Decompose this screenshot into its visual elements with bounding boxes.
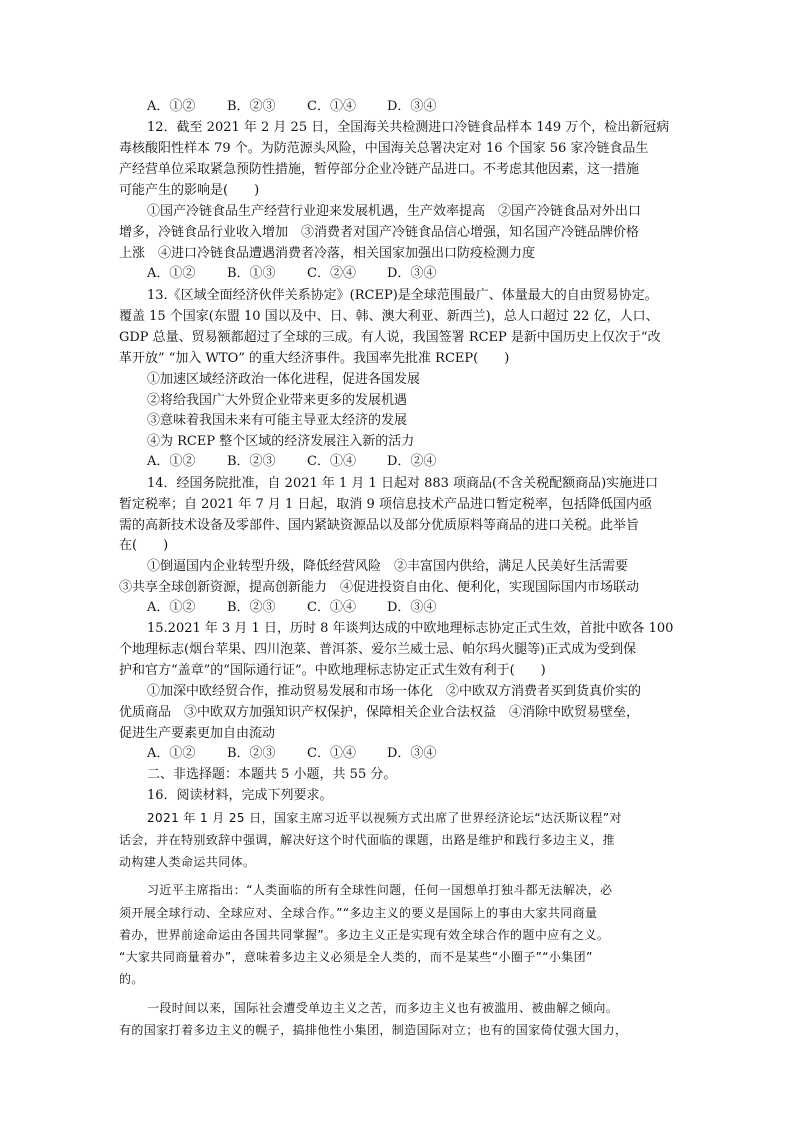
q15-option-c[interactable]: C．①④ bbox=[307, 746, 356, 761]
q14-choice-line: ①倒逼国内企业转型升级，降低经营风险 ②丰富国内供给，满足人民美好生活需要 bbox=[147, 559, 629, 574]
q15-stem-line: 15.2021 年 3 月 1 日，历时 8 年谈判达成的中欧地理标志协定正式生效，首批中欧各 100 bbox=[147, 621, 674, 636]
material-line: 的。 bbox=[119, 972, 144, 986]
q12-stem-line: 毒核酸阳性样本 79 个。为防范源头风险，中国海关总署决定对 16 个国家 56 家冷链食品生 bbox=[119, 141, 649, 156]
q12-stem-line: 12．截至 2021 年 2 月 25 日，全国海关共检测进口冷链食品样本 149 万个，检出新冠病 bbox=[147, 120, 670, 135]
q14-stem-line: 在( ) bbox=[119, 538, 169, 553]
q14-option-b[interactable]: B．②③ bbox=[227, 600, 276, 615]
material-line: “大家共同商量着办”，意味着多边主义必须是全人类的，而不是某些“小圈子”“小集团” bbox=[119, 950, 593, 964]
q13-choice-line: ③意味着我国未来有可能主导亚太经济的发展 bbox=[147, 413, 408, 428]
q12-choice-line: ①国产冷链食品生产经营行业迎来发展机遇，生产效率提高 ②国产冷链食品对外出口 bbox=[147, 204, 642, 219]
q15-option-b[interactable]: B．②③ bbox=[227, 746, 276, 761]
q12-stem-line: 可能产生的影响是( ) bbox=[119, 183, 260, 198]
q15-options bbox=[147, 744, 707, 764]
q13-option-b[interactable]: B．②③ bbox=[227, 454, 276, 469]
material-line: 动构建人类命运共同体。 bbox=[119, 855, 256, 869]
q15-option-a[interactable]: A．①② bbox=[147, 746, 196, 761]
section-heading: 二、非选择题：本题共 5 小题，共 55 分。 bbox=[147, 767, 397, 782]
q13-choice-line: ①加速区域经济政治一体化进程，促进各国发展 bbox=[147, 372, 421, 387]
q14-stem-line: 暂定税率；自 2021 年 7 月 1 日起，取消 9 项信息技术产品进口暂定税率，包括降低国内亟 bbox=[119, 497, 652, 512]
q15-option-d[interactable]: D．③④ bbox=[387, 746, 437, 761]
q13-option-a[interactable]: A．①② bbox=[147, 454, 196, 469]
q13-stem-line: 覆盖 15 个国家(东盟 10 国以及中、日、韩、澳大利亚、新西兰)，总人口超过 22 亿，人口、 bbox=[119, 309, 659, 324]
q14-option-d[interactable]: D．③④ bbox=[387, 600, 437, 615]
q12-stem-line: 产经营单位采取紧急预防性措施，暂停部分企业冷链产品进口。不考虑其他因素，这一措施 bbox=[119, 162, 640, 177]
q12-option-a[interactable]: A．①② bbox=[147, 266, 196, 281]
material-line: 2021 年 1 月 25 日，国家主席习近平以视频方式出席了世界经济论坛“达沃斯议程”对 bbox=[147, 811, 622, 825]
material-line: 有的国家打着多边主义的幌子，搞排他性小集团，制造国际对立；也有的国家倚仗强大国力， bbox=[119, 1023, 628, 1037]
q13-choice-line: ②将给我国广大外贸企业带来更多的发展机遇 bbox=[147, 393, 408, 408]
q13-stem-line: GDP 总量、贸易额都超过了全球的三成。有人说，我国签署 RCEP 是新中国历史上仅次于“改 bbox=[119, 330, 661, 345]
material-line: 一段时间以来，国际社会遭受单边主义之苦，而多边主义也有被滥用、被曲解之倾向。 bbox=[147, 1001, 619, 1015]
q14-option-a[interactable]: A．①② bbox=[147, 600, 196, 615]
q13-choice-line: ④为 RCEP 整个区域的经济发展注入新的活力 bbox=[147, 434, 415, 449]
q14-stem-line: 需的高新技术设备及零部件、国内紧缺资源品以及部分优质原料等商品的进口关税。此举旨 bbox=[119, 518, 640, 533]
q14-option-c[interactable]: C．①④ bbox=[307, 600, 356, 615]
q14-options bbox=[147, 598, 707, 618]
q13-option-c[interactable]: C．①④ bbox=[307, 454, 356, 469]
material-line: 习近平主席指出：“人类面临的所有全球性问题，任何一国想单打独斗都无法解决，必 bbox=[147, 883, 613, 897]
q11-option-d[interactable]: D．③④ bbox=[387, 99, 437, 114]
q12-option-c[interactable]: C．②④ bbox=[307, 266, 356, 281]
q15-choice-line: ①加深中欧经贸合作，推动贸易发展和市场一体化 ②中欧双方消费者买到货真价实的 bbox=[147, 684, 642, 699]
material-line: 着办，世界前途命运由各国共同掌握”。多边主义正是实现有效全球合作的题中应有之义。 bbox=[119, 928, 610, 942]
q12-option-d[interactable]: D．③④ bbox=[387, 266, 437, 281]
material-line: 须开展全球行动、全球应对、全球合作。”“多边主义的要义是国际上的事由大家共同商量 bbox=[119, 906, 598, 920]
q12-choice-line: 上涨 ④进口冷链食品遭遇消费者冷落，相关国家加强出口防疫检测力度 bbox=[119, 246, 536, 261]
q12-options bbox=[147, 264, 707, 284]
q11-option-c[interactable]: C．①④ bbox=[307, 99, 356, 114]
q15-stem-line: 个地理标志(烟台苹果、四川泡菜、普洱茶、爱尔兰威士忌、帕尔玛火腿等)正式成为受到保 bbox=[119, 642, 637, 657]
q13-stem-line: 13.《区域全面经济伙伴关系协定》(RCEP)是全球范围最广、体量最大的自由贸易协定。 bbox=[147, 288, 658, 303]
q11-options bbox=[147, 97, 707, 117]
q15-choice-line: 促进生产要素更加自由流动 bbox=[119, 726, 276, 741]
q11-option-a[interactable]: A．①② bbox=[147, 99, 196, 114]
q12-option-b[interactable]: B．①③ bbox=[227, 266, 276, 281]
q11-option-b[interactable]: B．②③ bbox=[227, 99, 276, 114]
q16-intro: 16．阅读材料，完成下列要求。 bbox=[147, 788, 333, 803]
q13-options bbox=[147, 452, 707, 472]
q13-stem-line: 革开放” “加入 WTO” 的重大经济事件。我国率先批准 RCEP( ) bbox=[119, 351, 510, 366]
q14-choice-line: ③共享全球创新资源，提高创新能力 ④促进投资自由化、便利化，实现国际国内市场联动 bbox=[119, 580, 640, 595]
q15-choice-line: 优质商品 ③中欧双方加强知识产权保护，保障相关企业合法权益 ④消除中欧贸易壁垒， bbox=[119, 705, 640, 720]
q13-option-d[interactable]: D．②④ bbox=[387, 454, 437, 469]
material-line: 话会，并在特别致辞中强调，解决好这个时代面临的课题，出路是维护和践行多边主义，推 bbox=[119, 833, 616, 847]
q15-stem-line: 护和官方“盖章”的“国际通行证”。中欧地理标志协定正式生效有利于( ) bbox=[119, 663, 546, 678]
q14-stem-line: 14．经国务院批准，自 2021 年 1 月 1 日起对 883 项商品(不含关税配额商品)实施进口 bbox=[147, 476, 659, 491]
q12-choice-line: 增多，冷链食品行业收入增加 ③消费者对国产冷链食品信心增强，知名国产冷链品牌价格 bbox=[119, 225, 640, 240]
